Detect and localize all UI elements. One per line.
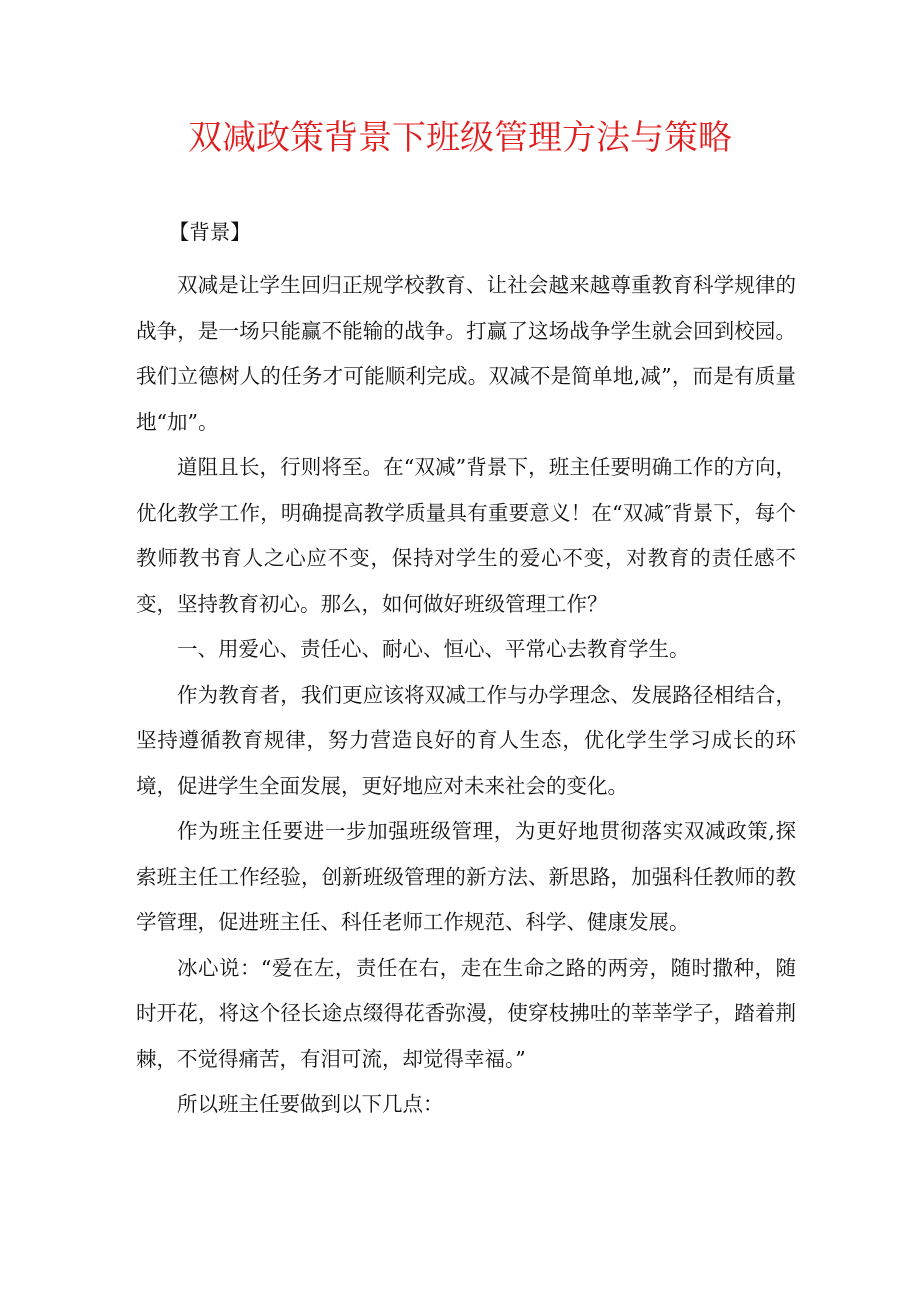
section-heading-background: 【背景】 [168,220,251,244]
paragraph-1: 双减是让学生回归正规学校教育、让社会越来越尊重教育科学规律的战争，是一场只能赢不能输的战争。打赢了这场战争学生就会回到校园。我们立德树人的任务才可能顺利完成。双减不是简单地,减”，而是有质量地“加”。 [136,273,796,434]
document-body [136,214,796,1128]
paragraph-2: 道阻且长，行则将至。在“双减”背景下，班主任要明确工作的方向，优化教学工作，明确提高教学质量具有重要意义！在“双减″背景下，每个教师教书育人之心应不变，保持对学生的爱心不变，对教育的责任感不变，坚持教育初心。那么，如何做好班级管理工作？ [136,455,796,616]
paragraph-5: 作为班主任要进一步加强班级管理，为更好地贯彻落实双减政策,探索班主任工作经验，创新班级管理的新方法、新思路，加强科任教师的教学管理，促进班主任、科任老师工作规范、科学、健康发展。 [136,819,796,934]
paragraph-4: 作为教育者，我们更应该将双减工作与办学理念、发展路径相结合，坚持遵循教育规律，努力营造良好的育人生态，优化学生学习成长的环境，促进学生全面发展，更好地应对未来社会的变化。 [136,682,796,798]
document-title: 双减政策背景下班级管理方法与策略 [188,118,732,158]
paragraph-3-heading: 一、用爱心、责任心、耐心、恒心、平常心去教育学生。 [177,637,690,661]
paragraph-7: 所以班主任要做到以下几点： [177,1092,444,1116]
paragraph-6-quote: 冰心说：“爱在左，责任在右，走在生命之路的两旁，随时撒种，随时开花，将这个径长途点缀得花香弥漫，使穿枝拂吐的莘莘学子，踏着荆棘，不觉得痛苦，有泪可流，却觉得幸福。” [136,955,796,1071]
